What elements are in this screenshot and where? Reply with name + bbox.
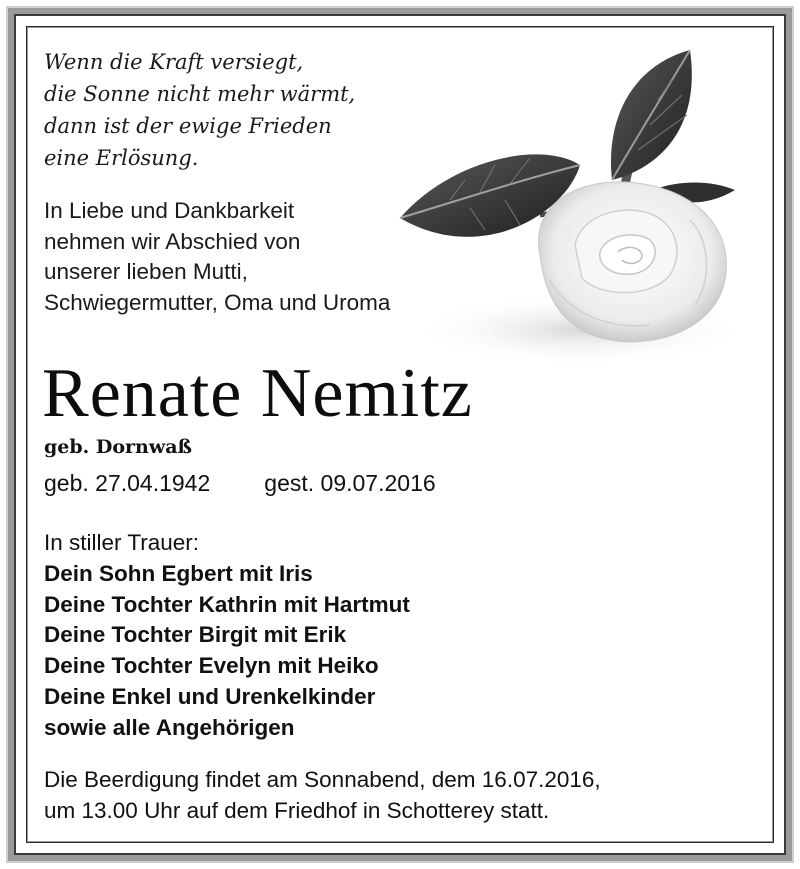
poem-line: dann ist der ewige Frieden [44, 114, 332, 138]
mourner: Deine Tochter Kathrin mit Hartmut [44, 591, 410, 617]
farewell-line: unserer lieben Mutti, [44, 259, 248, 284]
funeral-line: um 13.00 Uhr auf dem Friedhof in Schotterey statt. [44, 798, 550, 823]
mourner: Deine Tochter Birgit mit Erik [44, 622, 347, 648]
rose-bloom [539, 182, 727, 342]
funeral-line: Die Beerdigung findet am Sonnabend, dem 16.07.2016, [44, 767, 601, 792]
funeral-notice [44, 764, 601, 826]
mourners-title: In stiller Trauer: [44, 530, 200, 555]
poem-line: die Sonne nicht mehr wärmt, [44, 82, 356, 106]
upper-leaf [611, 50, 692, 180]
poem-line: eine Erlösung. [44, 146, 199, 170]
farewell-text [44, 196, 390, 318]
deceased-name: Renate Nemitz [42, 355, 473, 432]
birth-date: geb. 27.04.1942 [44, 470, 211, 496]
mourner: sowie alle Angehörigen [44, 714, 295, 740]
mourner: Deine Tochter Evelyn mit Heiko [44, 653, 379, 679]
farewell-line: Schwiegermutter, Oma und Uroma [44, 289, 391, 315]
poem [44, 46, 355, 174]
rose-image [390, 40, 750, 370]
death-date: gest. 09.07.2016 [264, 470, 436, 496]
poem-line: Wenn die Kraft versiegt, [44, 50, 304, 74]
mourner: Deine Enkel und Urenkelkinder [44, 683, 376, 709]
life-dates [44, 468, 436, 498]
farewell-line: In Liebe und Dankbarkeit [44, 198, 295, 223]
mourners-list [44, 528, 410, 744]
mourner: Dein Sohn Egbert mit Iris [44, 560, 313, 586]
farewell-line: nehmen wir Abschied von [44, 228, 301, 254]
birth-name: geb. Dornwaß [44, 436, 192, 458]
